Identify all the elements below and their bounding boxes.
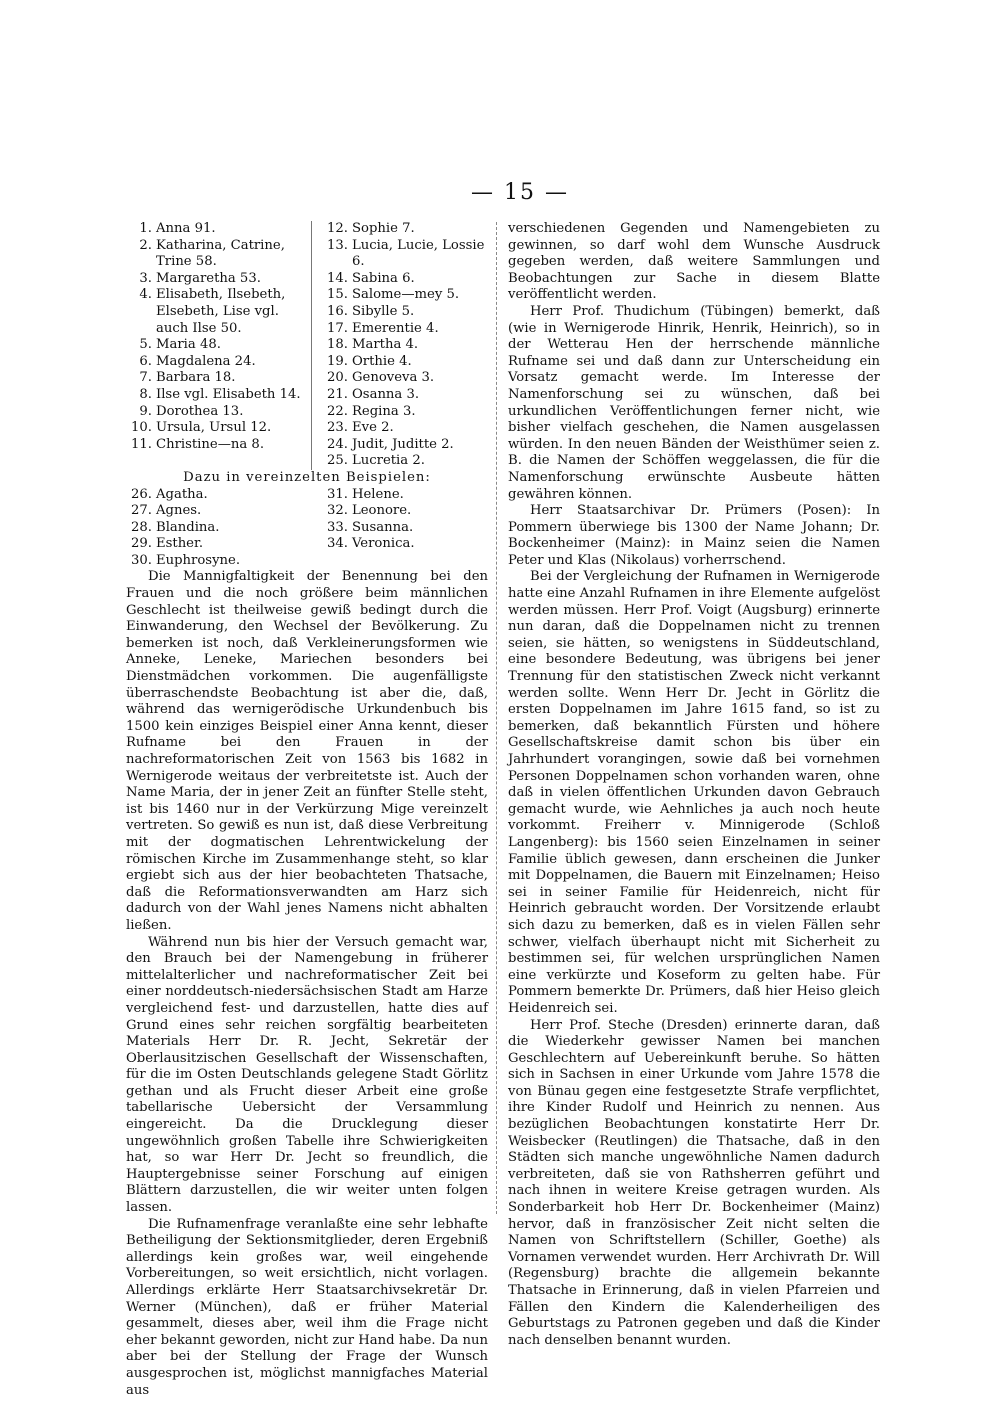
name-entry [126, 536, 312, 553]
paragraph: Während nun bis hier der Versuch gemacht war, den Brauch bei der Namengebung in früherer mittelalterlicher und nachreformatischer Zeit bei einer norddeutsch-niedersächsischen Stadt am Harze vergleichend fest- und darzustellen, hatte dies auf Grund eines sehr reichen sorgfältig bearbeiteten Materials Herr Dr. R. Jecht, Sekretär der Oberlausitzischen Gesellschaft der Wissenschaften, für die im Osten Deutschlands gelegene Stadt Görlitz gethan und als Frucht dieser Arbeit eine große tabellarische Uebersicht der Versammlung eingereicht. Da die Drucklegung dieser ungewöhnlich großen Tabelle ihre Schwierigkeiten hat, so war Herr Dr. Jecht so freundlich, die Hauptergebnisse seiner Forschung auf einigen Blättern darzustellen, die wir weiter unten folgen lassen. [126, 934, 488, 1216]
name-entry [126, 354, 305, 371]
name-entry [126, 520, 312, 537]
name-entry-number: 22. [327, 403, 348, 419]
name-entry-number: 30. [131, 552, 152, 568]
name-list-column-2 [312, 221, 488, 470]
name-entry [126, 238, 305, 271]
name-entry [126, 553, 312, 570]
name-entry-number: 1. [139, 221, 152, 236]
name-entry-text: Katharina, Catrine, Trine 58. [156, 237, 285, 270]
name-entry [322, 287, 488, 304]
name-entry-text: Sibylle 5. [352, 303, 415, 319]
name-entry-text: Helene. [352, 486, 404, 502]
single-names-list [126, 487, 488, 570]
name-entry-number: 3. [139, 270, 152, 286]
name-entry [322, 370, 488, 387]
paragraph: Herr Staatsarchivar Dr. Prümers (Posen): In Pommern überwiege bis 1300 der Name Johann; Dr. Bockenheimer (Mainz): in Mainz seien die Namen Peter und Klas (Nikolaus) vorherrschend. [508, 503, 880, 568]
name-entry-text: Genoveva 3. [352, 370, 435, 386]
name-entry-text: Euphrosyne. [156, 552, 241, 568]
name-entry-number: 18. [327, 337, 348, 353]
name-entry-number: 15. [327, 287, 348, 303]
name-entry-text: Lucretia 2. [352, 453, 425, 469]
name-entry [322, 337, 488, 354]
name-entry-number: 9. [139, 403, 152, 419]
name-entry [322, 387, 488, 404]
name-entry [126, 437, 305, 454]
paragraph: Die Mannigfaltigkeit der Benennung bei den Frauen und die noch größere beim männlichen Geschlecht ist theilweise gewiß bedingt durch die Einwanderung, den Wechsel der Bevölkerung. Zu bemerken ist noch, daß Verkleinerungsformen wie Anneke, Leneke, Mariechen besonders bei Dienstmädchen vorkommen. Die augenfälligste überraschendste Beobachtung ist aber die, daß, während das wernigerödische Urkundenbuch bis 1500 kein einziges Beispiel einer Anna kennt, dieser Rufname bei den Frauen in der nachreformatorischen Zeit von 1563 bis 1682 in Wernigerode weitaus der verbreitetste ist. Auch der Name Maria, der in jener Zeit an fünfter Stelle steht, ist bis 1460 nur in der Verkürzung Mige vereinzelt vertreten. So gewiß es nun ist, daß diese Verbreitung mit der dogmatischen Lehrentwickelung der römischen Kirche im Zusammenhange steht, so klar ergiebt sich aus der hier beobachteten Thatsache, daß die Reformationsverwandten am Harz sich dadurch von der Wahl jenes Namens nicht abhalten ließen. [126, 569, 488, 933]
name-entry-text: Dorothea 13. [156, 403, 244, 419]
name-entry-text: Osanna 3. [352, 386, 420, 402]
name-entry [322, 437, 488, 454]
name-entry-number: 8. [139, 386, 152, 402]
name-entry [322, 321, 488, 338]
name-entry-text: Agnes. [156, 503, 202, 519]
name-entry-number: 19. [327, 353, 348, 369]
name-entry-number: 21. [327, 386, 348, 402]
name-entry-text: Magdalena 24. [156, 353, 256, 369]
name-entry-number: 4. [139, 287, 152, 303]
name-list-column-1 [126, 221, 312, 470]
name-entry [126, 221, 305, 238]
name-entry-number: 11. [131, 436, 152, 452]
name-entry-text: Agatha. [156, 486, 208, 502]
name-entry-number: 25. [327, 453, 348, 469]
name-entry [126, 503, 312, 520]
name-entry [322, 304, 488, 321]
name-entry-text: Susanna. [352, 519, 414, 535]
name-entry [322, 453, 488, 470]
left-body-text [126, 569, 488, 1399]
paragraph: verschiedenen Gegenden und Namengebieten zu gewinnen, so darf wohl dem Wunsche Ausdruck gegeben werden, daß weitere Sammlungen und Beobachtungen zur Sache in diesem Blatte veröffentlicht werden. [508, 221, 880, 303]
name-entry [126, 487, 312, 504]
name-entry-number: 34. [327, 536, 348, 552]
name-entry-text: Anna 91. [156, 221, 216, 236]
name-entry [322, 354, 488, 371]
name-entry [126, 337, 305, 354]
name-entry-text: Martha 4. [352, 337, 419, 353]
name-entry [322, 536, 488, 553]
name-entry-text: Sophie 7. [352, 221, 415, 236]
name-entry-number: 28. [131, 519, 152, 535]
single-names-column-2 [312, 487, 488, 570]
name-entry-number: 23. [327, 420, 348, 436]
name-entry-number: 6. [139, 353, 152, 369]
right-column [508, 221, 880, 1349]
name-frequency-list [126, 221, 488, 470]
name-entry-number: 10. [131, 420, 152, 436]
name-entry-text: Leonore. [352, 503, 412, 519]
name-entry [322, 487, 488, 504]
name-entry-text: Sabina 6. [352, 270, 415, 286]
name-entry-text: Christine—na 8. [156, 436, 265, 452]
name-entry-text: Eve 2. [352, 420, 394, 436]
right-body-text [508, 221, 880, 1349]
name-entry-number: 16. [327, 303, 348, 319]
name-entry-text: Lucia, Lucie, Lossie 6. [352, 237, 485, 270]
name-entry-text: Barbara 18. [156, 370, 236, 386]
name-entry [126, 387, 305, 404]
paragraph: Herr Prof. Steche (Dresden) erinnerte daran, daß die Wiederkehr gewisser Namen bei manchen Geschlechtern auf Uebereinkunft beruhe. So hätten sich in Sachsen in einer Urkunde vom Jahre 1578 die von Bünau gegen eine festgesetzte Strafe verpflichtet, ihre Kinder Rudolf und Heinrich zu nennen. Aus bezüglichen Beobachtungen konstatirte Herr Dr. Weisbecker (Reutlingen) die Thatsache, daß in den Städten sich manche ungewöhnliche Namen dadurch verbreiteten, daß sie von Rathsherren geführt und nach ihnen in weitere Kreise getragen wurden. Als Sonderbarkeit hob Herr Dr. Bockenheimer (Mainz) hervor, daß in französischer Zeit nicht selten die Namen von Schriftstellern (Schiller, Goethe) als Vornamen verwendet wurden. Herr Archivrath Dr. Will (Regensburg) brachte die allgemein bekannte Thatsache in Erinnerung, daß in vielen Pfarreien und Fällen den Kindern die Kalenderheiligen des Geburtstags zu Patronen gegeben und daß die Kinder nach denselben benannt wurden. [508, 1017, 880, 1348]
name-entry-text: Emerentie 4. [352, 320, 439, 336]
name-entry-text: Elisabeth, Ilsebeth, Elsebeth, Lise vgl. auch Ilse 50. [156, 287, 286, 336]
name-entry-number: 32. [327, 503, 348, 519]
name-entry-number: 17. [327, 320, 348, 336]
name-entry-text: Ursula, Ursul 12. [156, 420, 272, 436]
single-names-column-1 [126, 487, 312, 570]
name-entry-number: 26. [131, 486, 152, 502]
name-entry-number: 12. [327, 221, 348, 236]
name-entry [322, 503, 488, 520]
page-number: — 15 — [471, 180, 569, 205]
name-entry [322, 221, 488, 238]
name-entry-text: Veronica. [352, 536, 415, 552]
name-entry-number: 5. [139, 337, 152, 353]
name-entry-text: Salome—mey 5. [352, 287, 460, 303]
paragraph: Die Rufnamenfrage veranlaßte eine sehr lebhafte Betheiligung der Sektionsmitglieder, deren Ergebniß allerdings kein großes war, weil eingehende Vorbereitungen, so weit ersichtlich, nicht vorlagen. Allerdings erklärte Herr Staatsarchivsekretär Dr. Werner (München), daß er früher Material gesammelt, dieses aber, weil ihm die Frage nicht eher bekannt geworden, nicht zur Hand habe. Da nun aber bei der Stellung der Frage der Wunsch ausgesprochen ist, möglichst mannigfaches Material aus [126, 1216, 488, 1398]
name-entry [322, 404, 488, 421]
name-entry-text: Ilse vgl. Elisabeth 14. [156, 386, 301, 402]
paragraph: Bei der Vergleichung der Rufnamen in Wernigerode hatte eine Anzahl Rufnamen in ihre Elemente aufgelöst werden müssen. Herr Prof. Voigt (Augsburg) erinnerte nun daran, daß die Doppelnamen nicht zu trennen seien, sie hätten, so wenigstens in Süddeutschland, eine besondere Bedeutung, was übrigens bei jener Trennung für den statistischen Zweck nicht verkannt werden sollte. Wenn Herr Dr. Jecht in Görlitz die ersten Doppelnamen im Jahre 1615 fand, so ist zu bemerken, daß bekanntlich Fürsten und höhere Gesellschaftskreise damit schon bis über ein Jahrhundert vorangingen, sowie daß bei vornehmen Personen Doppelnamen schon vorhanden waren, ohne daß in vielen öffentlichen Urkunden davon Gebrauch gemacht wurde, wie Aehnliches ja auch noch heute vorkommt. Freiherr v. Minnigerode (Schloß Langenberg): bis 1560 seien Einzelnamen in seiner Familie üblich gewesen, dann erscheinen die Junker mit Doppelnamen, die Bauern mit Einzelnamen; Heiso sei in seiner Familie für Heidenreich, nicht für Heinrich gebraucht worden. Der Vorsitzende erlaubt sich dazu zu bemerken, daß es in vielen Fällen sehr schwer, vielfach überhaupt nicht mit Sicherheit zu bestimmen sei, für welchen ursprünglichen Namen eine verkürzte und Koseform zu gelten habe. Für Pommern bemerkte Dr. Prümers, daß hier Heiso gleich Heidenreich sei. [508, 569, 880, 1016]
name-entry [126, 404, 305, 421]
name-entry [322, 271, 488, 288]
name-entry-number: 24. [327, 436, 348, 452]
left-column [126, 221, 488, 1399]
name-entry-text: Esther. [156, 536, 204, 552]
name-entry-number: 31. [327, 486, 348, 502]
name-entry-number: 7. [139, 370, 152, 386]
name-entry-number: 33. [327, 519, 348, 535]
column-divider [496, 222, 497, 1214]
name-entry-text: Maria 48. [156, 337, 221, 353]
name-entry-text: Margaretha 53. [156, 270, 261, 286]
name-entry-text: Orthie 4. [352, 353, 412, 369]
name-entry-text: Judit, Juditte 2. [352, 436, 454, 452]
single-names-heading: Dazu in vereinzelten Beispielen: [183, 469, 431, 485]
name-entry [126, 287, 305, 337]
name-entry-number: 13. [327, 237, 348, 253]
name-entry-number: 27. [131, 503, 152, 519]
paragraph: Herr Prof. Thudichum (Tübingen) bemerkt, daß (wie in Wernigerode Hinrik, Henrik, Heinrich), so in der Wetterau Hen der herrschende männliche Rufname sei und daß dann zur Unterscheidung ein Vorsatz gemacht werde. Im Interesse der Namenforschung sei zu wünschen, daß bei urkundlichen Veröffentlichungen ferner nicht, wie bisher vielfach geschehen, die Namen ausgelassen würden. In den neuen Bänden der Weisthümer seien z. B. die Namen der Schöffen weggelassen, die für die Namenforschung erwünschte Ausbeute hätten gewähren können. [508, 303, 880, 502]
name-entry [126, 271, 305, 288]
name-entry-number: 20. [327, 370, 348, 386]
name-entry [322, 420, 488, 437]
name-entry-number: 2. [139, 237, 152, 253]
name-entry-number: 14. [327, 270, 348, 286]
name-entry [322, 238, 488, 271]
name-entry [126, 420, 305, 437]
name-entry-number: 29. [131, 536, 152, 552]
name-entry-text: Regina 3. [352, 403, 416, 419]
name-entry [322, 520, 488, 537]
name-entry-text: Blandina. [156, 519, 220, 535]
name-entry [126, 370, 305, 387]
